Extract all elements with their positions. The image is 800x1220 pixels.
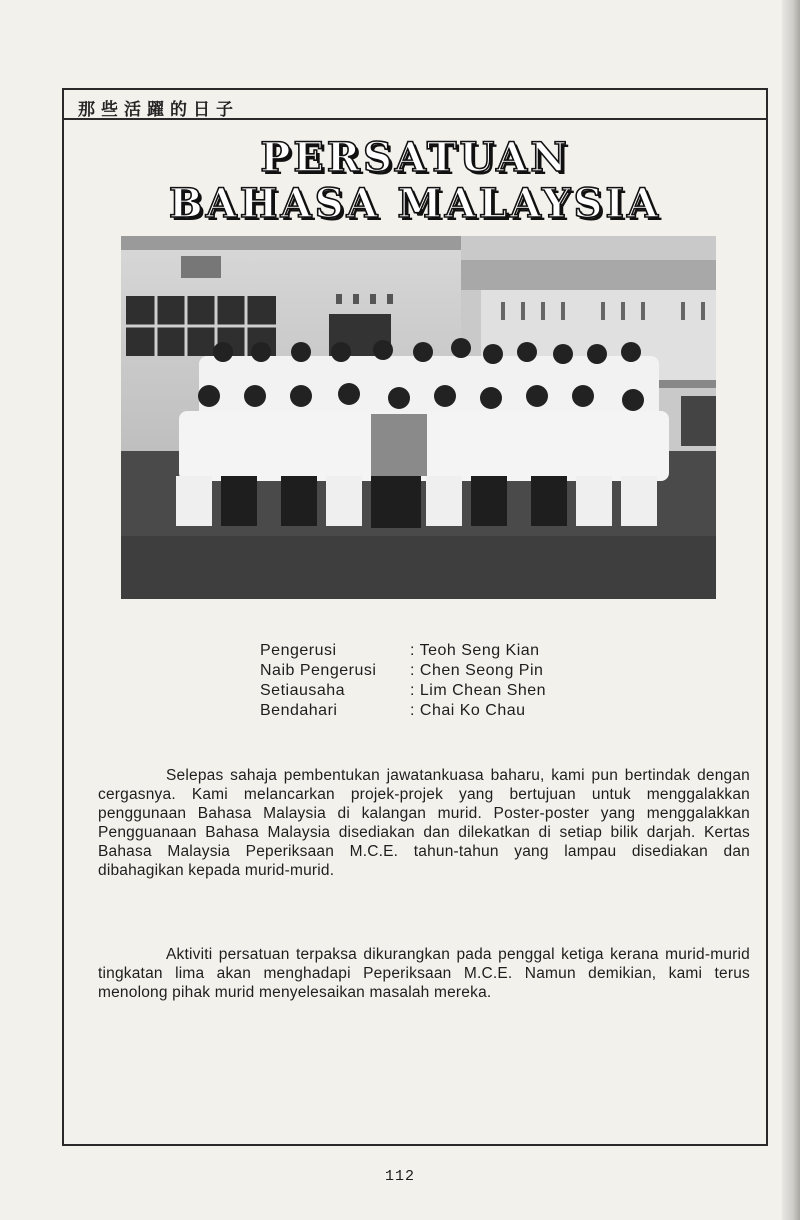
book-spine-edge bbox=[782, 0, 800, 1220]
page-title-line-1: PERSATUAN bbox=[260, 134, 570, 181]
body-paragraph-1 bbox=[98, 766, 750, 880]
page-frame bbox=[62, 88, 768, 1146]
committee-name: : Chai Ko Chau bbox=[410, 702, 526, 719]
committee-row bbox=[260, 641, 546, 661]
group-photo-illustration bbox=[121, 236, 716, 599]
committee-name: : Teoh Seng Kian bbox=[410, 642, 540, 659]
body-paragraph-1-text: Selepas sahaja pembentukan jawatankuasa baharu, kami pun bertindak dengan cergasnya. Kami melancarkan projek-projek yang bertujuan untuk menggalakkan penggunaan Bahasa Malaysia di kalangan murid. Poster-poster yang menggalakkan Pengguanaan Bahasa Malaysia disediakan dan dilekatkan di setiap bilik darjah. Kertas Bahasa Malaysia Peperiksaan M.C.E. tahun-tahun yang lampau disediakan dan dibahagikan kepada murid-murid. bbox=[98, 767, 750, 879]
committee-name: : Lim Chean Shen bbox=[410, 682, 547, 699]
committee-row bbox=[260, 681, 546, 701]
group-photo bbox=[121, 236, 716, 599]
page-number: 112 bbox=[384, 1168, 415, 1185]
body-paragraph-2 bbox=[98, 945, 750, 1002]
committee-name: : Chen Seong Pin bbox=[410, 662, 544, 679]
body-paragraph-2-text: Aktiviti persatuan terpaksa dikurangkan pada penggal ketiga kerana murid-murid tingkatan lima akan menghadapi Peperiksaan M.C.E. Namun demikian, kami terus menolong pihak murid menyelesaikan masalah mereka. bbox=[98, 946, 750, 1001]
committee-row bbox=[260, 701, 546, 721]
committee-role: Pengerusi bbox=[260, 642, 337, 659]
header-bar bbox=[64, 90, 766, 120]
committee-role: Naib Pengerusi bbox=[260, 662, 377, 679]
committee-row bbox=[260, 661, 546, 681]
committee-role: Bendahari bbox=[260, 702, 338, 719]
committee-list bbox=[260, 641, 546, 721]
page-title-line-2: BAHASA MALAYSIA bbox=[168, 180, 662, 227]
section-header-label: 那些活躍的日子 bbox=[78, 100, 239, 120]
committee-role: Setiausaha bbox=[260, 682, 346, 699]
